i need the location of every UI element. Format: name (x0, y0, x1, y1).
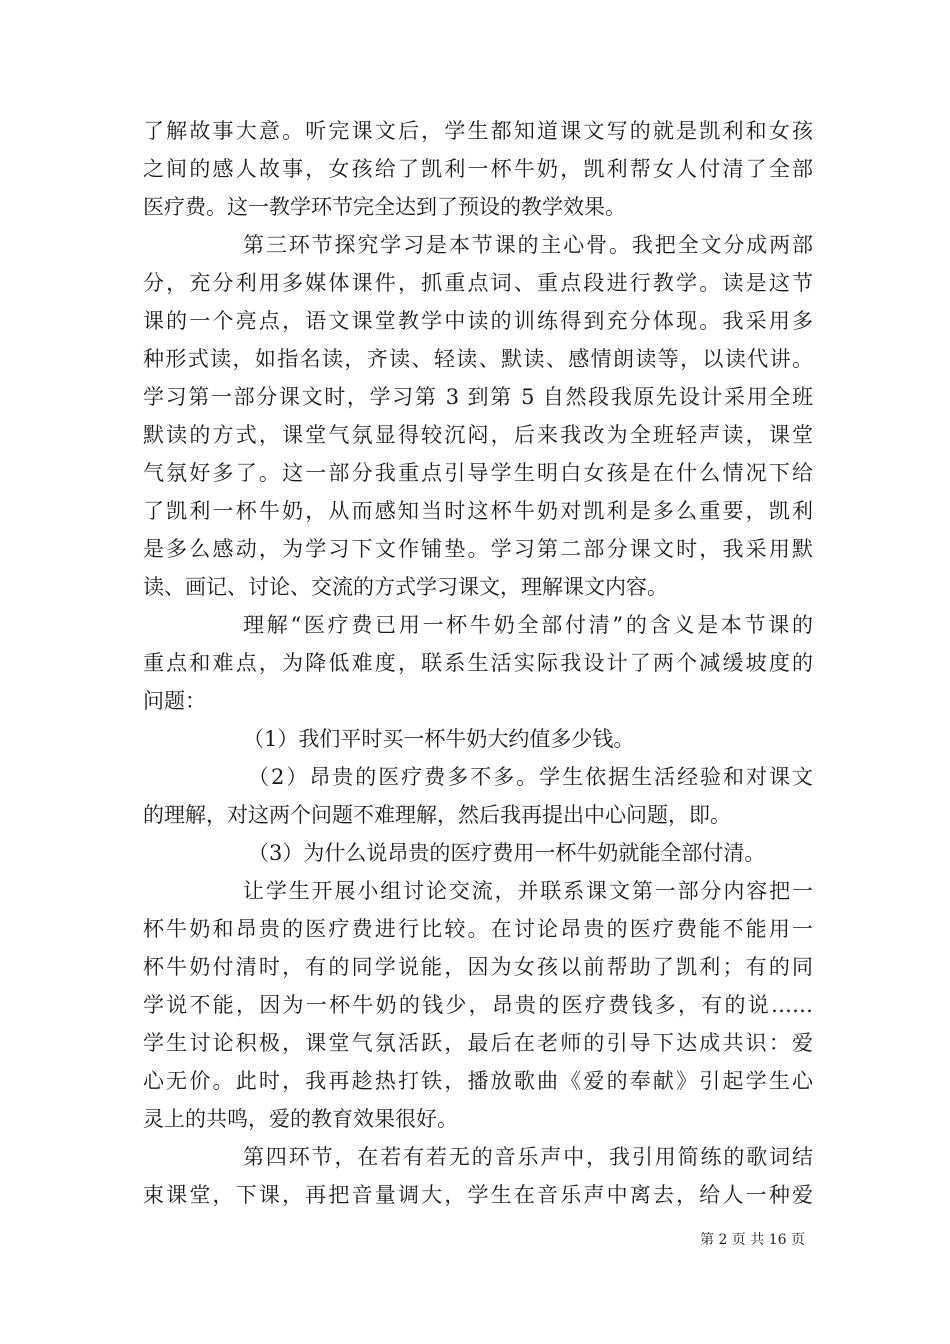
text-line: 心无价。此时，我再趁热打铁，播放歌曲《爱的奉献》引起学生心 (143, 1069, 813, 1093)
page-number: 第 2 页 共 16 页 (700, 1232, 805, 1248)
text-line: 读、画记、讨论、交流的方式学习课文，理解课文内容。 (143, 575, 668, 599)
document-body (143, 112, 813, 1214)
text-line: 杯牛奶付清时，有的同学说能，因为女孩以前帮助了凯利；有的同 (143, 955, 813, 979)
text-line: 气氛好多了。这一部分我重点引导学生明白女孩是在什么情况下给 (143, 461, 813, 485)
text-line: 杯牛奶和昂贵的医疗费进行比较。在讨论昂贵的医疗费能不能用一 (143, 917, 813, 941)
text-line: 束课堂，下课，再把音量调大，学生在音乐声中离去，给人一种爱 (143, 1183, 813, 1207)
text-line: 第四环节，在若有若无的音乐声中，我引用简练的歌词结 (243, 1145, 813, 1169)
text-line: （1）我们平时买一杯牛奶大约值多少钱。 (243, 727, 635, 751)
text-line: 学习第一部分课文时，学习第 3 到第 5 自然段我原先设计采用全班 (143, 385, 813, 409)
text-line: 第三环节探究学习是本节课的主心骨。我把全文分成两部 (243, 233, 813, 257)
text-line: 种形式读，如指名读，齐读、轻读、默读、感情朗读等，以读代讲。 (143, 347, 813, 371)
text-line: （3）为什么说昂贵的医疗费用一杯牛奶就能全部付清。 (248, 841, 766, 865)
text-line: 理解“医疗费已用一杯牛奶全部付清”的含义是本节课的 (243, 613, 813, 637)
text-line: 灵上的共鸣，爱的教育效果很好。 (143, 1107, 458, 1131)
text-line: 让学生开展小组讨论交流，并联系课文第一部分内容把一 (243, 879, 813, 903)
text-line: 课的一个亮点，语文课堂教学中读的训练得到充分体现。我采用多 (143, 309, 813, 333)
text-line: 医疗费。这一教学环节完全达到了预设的教学效果。 (143, 195, 626, 219)
text-line: 了凯利一杯牛奶，从而感知当时这杯牛奶对凯利是多么重要，凯利 (143, 499, 813, 523)
text-line: 的理解，对这两个问题不难理解，然后我再提出中心问题，即。 (143, 803, 731, 827)
text-line: 问题： (143, 689, 206, 713)
text-line: 学生讨论积极，课堂气氛活跃，最后在老师的引导下达成共识：爱 (143, 1031, 813, 1055)
text-line: 是多么感动，为学习下文作铺垫。学习第二部分课文时，我采用默 (143, 537, 813, 561)
text-line: （2）昂贵的医疗费多不多。学生依据生活经验和对课文 (248, 765, 813, 789)
text-line: 分，充分利用多媒体课件，抓重点词、重点段进行教学。读是这节 (143, 271, 813, 295)
text-line: 了解故事大意。听完课文后，学生都知道课文写的就是凯利和女孩 (143, 119, 813, 143)
text-line: 默读的方式，课堂气氛显得较沉闷，后来我改为全班轻声读，课堂 (143, 423, 813, 447)
text-line: 之间的感人故事，女孩给了凯利一杯牛奶，凯利帮女人付清了全部 (143, 157, 813, 181)
text-line: 学说不能，因为一杯牛奶的钱少，昂贵的医疗费钱多，有的说…… (143, 993, 813, 1017)
text-line: 重点和难点，为降低难度，联系生活实际我设计了两个减缓坡度的 (143, 651, 813, 675)
